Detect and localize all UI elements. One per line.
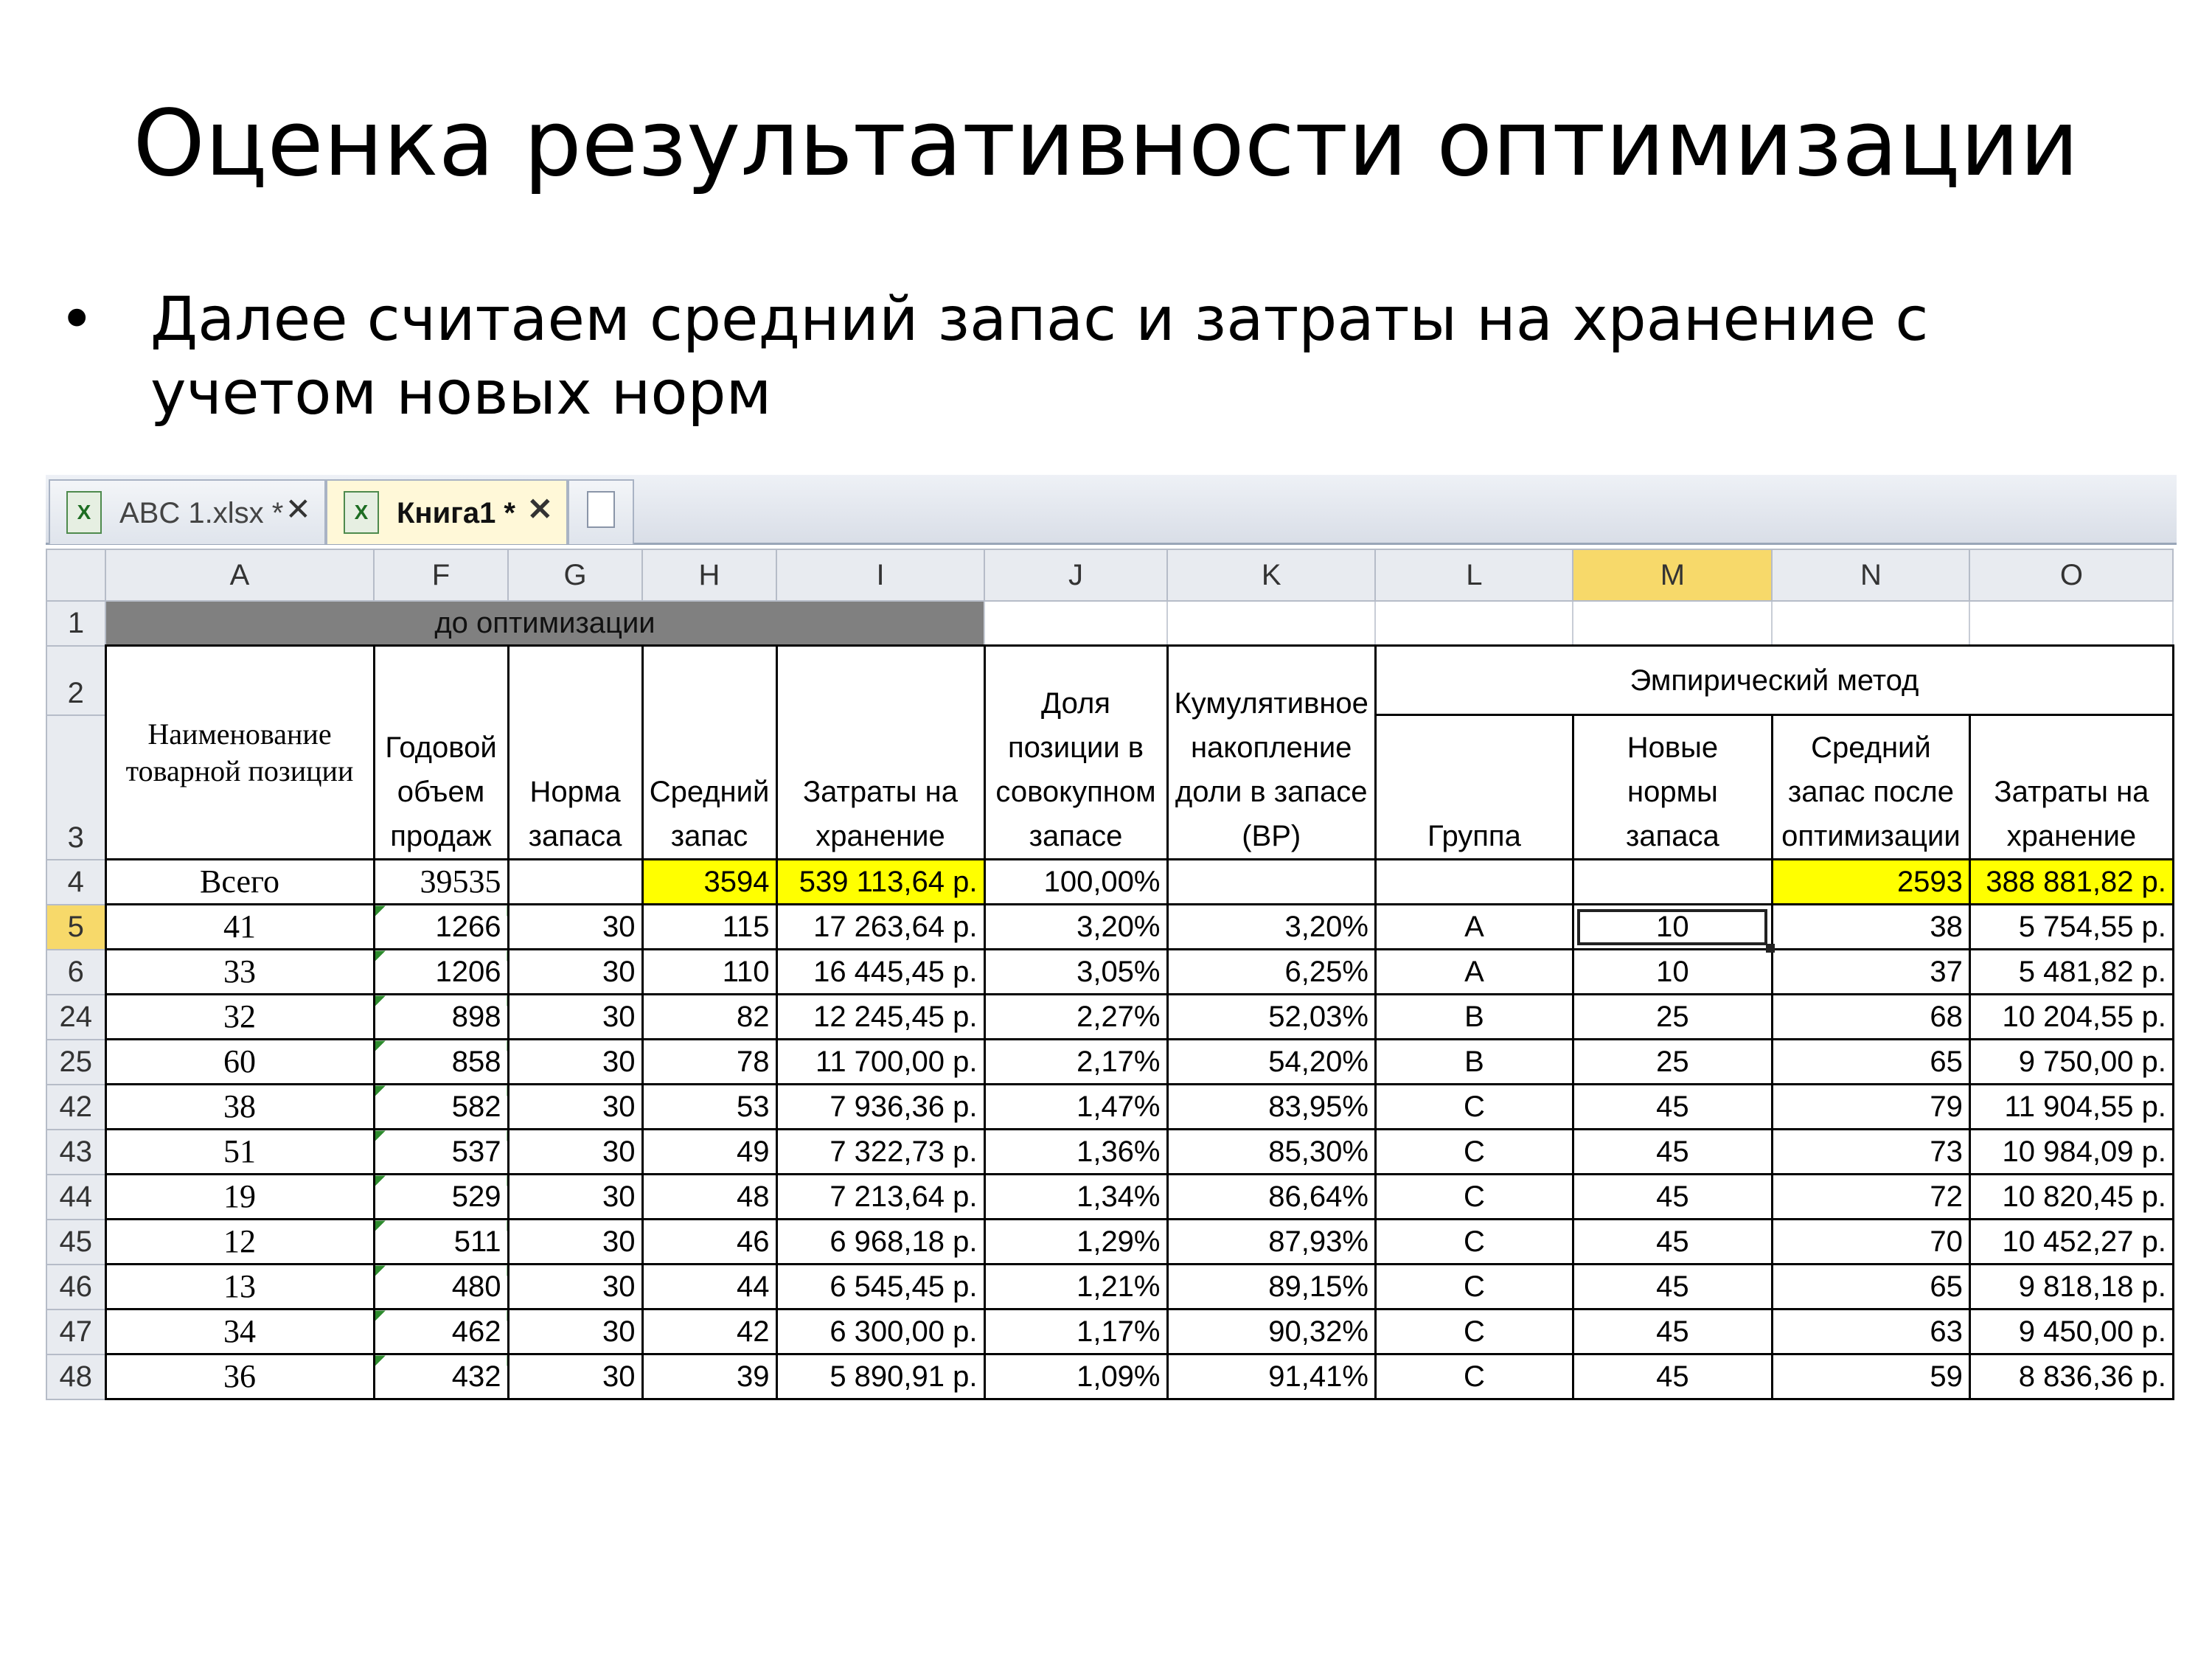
cell-h[interactable]: 46: [642, 1220, 776, 1265]
cell[interactable]: [1772, 601, 1969, 646]
cell-l[interactable]: C: [1375, 1175, 1573, 1220]
cell-n[interactable]: 70: [1772, 1220, 1969, 1265]
row-header[interactable]: 48: [46, 1354, 105, 1399]
row-header[interactable]: 46: [46, 1265, 105, 1310]
table-row: [46, 1354, 2173, 1399]
cell-a[interactable]: 33: [105, 950, 374, 995]
cell-f[interactable]: 462: [374, 1310, 508, 1354]
close-icon[interactable]: ✕: [285, 492, 311, 526]
cell-g[interactable]: 30: [508, 1085, 642, 1130]
cell-a[interactable]: 36: [105, 1354, 374, 1399]
cell[interactable]: [984, 601, 1167, 646]
column-header-L[interactable]: L: [1375, 549, 1573, 601]
cell-o[interactable]: 9 818,18 р.: [1969, 1265, 2173, 1310]
workbook-tab-bar: [46, 475, 2177, 545]
cell-k[interactable]: 3,20%: [1167, 905, 1375, 950]
cell[interactable]: [1167, 601, 1375, 646]
tab-label: ABC 1.xlsx *: [119, 497, 284, 529]
table-row: [46, 1175, 2173, 1220]
cell-l[interactable]: C: [1375, 1085, 1573, 1130]
cell-i[interactable]: 6 968,18 р.: [776, 1220, 984, 1265]
cell-h[interactable]: 39: [642, 1354, 776, 1399]
row-header[interactable]: 1: [46, 601, 105, 646]
spreadsheet-grid: [46, 549, 2174, 1400]
cell-i[interactable]: 16 445,45 р.: [776, 950, 984, 995]
row-header[interactable]: 42: [46, 1085, 105, 1130]
cell-j[interactable]: 1,34%: [984, 1175, 1167, 1220]
cell-m[interactable]: 10: [1573, 905, 1772, 950]
total-label[interactable]: Всего: [105, 860, 374, 905]
column-header-M[interactable]: M: [1573, 549, 1772, 601]
excel-screenshot: [46, 475, 2177, 1400]
cell-f[interactable]: 1266: [374, 905, 508, 950]
cell-f[interactable]: 898: [374, 995, 508, 1040]
cell-k[interactable]: 87,93%: [1167, 1220, 1375, 1265]
table-row: [46, 1310, 2173, 1354]
row-header[interactable]: 2: [46, 646, 105, 715]
table-row: [46, 950, 2173, 995]
cell-g[interactable]: 30: [508, 1265, 642, 1310]
cell-f[interactable]: 529: [374, 1175, 508, 1220]
cell-j[interactable]: 1,29%: [984, 1220, 1167, 1265]
total-new-norms[interactable]: [1573, 860, 1772, 905]
cell-o[interactable]: 10 452,27 р.: [1969, 1220, 2173, 1265]
total-avg-stock-after[interactable]: 2593: [1772, 860, 1969, 905]
table-row: [46, 1130, 2173, 1175]
cell-a[interactable]: 12: [105, 1220, 374, 1265]
column-header-row: [46, 549, 2173, 601]
cell-l[interactable]: B: [1375, 995, 1573, 1040]
cell-n[interactable]: 72: [1772, 1175, 1969, 1220]
cell-k[interactable]: 90,32%: [1167, 1310, 1375, 1354]
cell-k[interactable]: 85,30%: [1167, 1130, 1375, 1175]
cell-g[interactable]: 30: [508, 995, 642, 1040]
cell-l[interactable]: C: [1375, 1130, 1573, 1175]
total-storage-costs-after[interactable]: 388 881,82 р.: [1969, 860, 2173, 905]
total-cumulative[interactable]: [1167, 860, 1375, 905]
sheet-row-1: [46, 601, 2173, 646]
cell-f[interactable]: 480: [374, 1265, 508, 1310]
header-storage-costs-after[interactable]: Затраты на хранение: [1969, 715, 2173, 860]
cell-j[interactable]: 1,47%: [984, 1085, 1167, 1130]
column-header-I[interactable]: I: [776, 549, 984, 601]
header-stock-norm[interactable]: Норма запаса: [508, 646, 642, 860]
cell-m[interactable]: 45: [1573, 1220, 1772, 1265]
cell-m[interactable]: 10: [1573, 950, 1772, 995]
cell-k[interactable]: 52,03%: [1167, 995, 1375, 1040]
cell-i[interactable]: 7 213,64 р.: [776, 1175, 984, 1220]
cell-i[interactable]: 17 263,64 р.: [776, 905, 984, 950]
total-annual-sales[interactable]: 39535: [374, 860, 508, 905]
total-average-stock[interactable]: 3594: [642, 860, 776, 905]
cell-i[interactable]: 7 936,36 р.: [776, 1085, 984, 1130]
fill-handle[interactable]: [1766, 944, 1775, 953]
sheet-row-2: [46, 646, 2173, 715]
cell-h[interactable]: 115: [642, 905, 776, 950]
header-position-share[interactable]: Доля позиции в совокупном запасе: [984, 646, 1167, 860]
cell-o[interactable]: 5 481,82 р.: [1969, 950, 2173, 995]
cell-a[interactable]: 32: [105, 995, 374, 1040]
cell-h[interactable]: 49: [642, 1130, 776, 1175]
cell-g[interactable]: 30: [508, 1175, 642, 1220]
excel-file-icon: X: [66, 491, 102, 534]
total-share[interactable]: 100,00%: [984, 860, 1167, 905]
cell-i[interactable]: 6 545,45 р.: [776, 1265, 984, 1310]
header-group[interactable]: Группа: [1375, 715, 1573, 860]
cell-o[interactable]: 5 754,55 р.: [1969, 905, 2173, 950]
cell[interactable]: [1573, 601, 1772, 646]
row-header[interactable]: 44: [46, 1175, 105, 1220]
total-storage-costs[interactable]: 539 113,64 р.: [776, 860, 984, 905]
cell-k[interactable]: 86,64%: [1167, 1175, 1375, 1220]
column-header-O[interactable]: O: [1969, 549, 2173, 601]
cell-l[interactable]: C: [1375, 1310, 1573, 1354]
cell-o[interactable]: 9 750,00 р.: [1969, 1040, 2173, 1085]
cell-h[interactable]: 42: [642, 1310, 776, 1354]
cell-n[interactable]: 38: [1772, 905, 1969, 950]
row-header[interactable]: 6: [46, 950, 105, 995]
column-header-N[interactable]: N: [1772, 549, 1969, 601]
cell-a[interactable]: 51: [105, 1130, 374, 1175]
cell-a[interactable]: 13: [105, 1265, 374, 1310]
cell-f[interactable]: 1206: [374, 950, 508, 995]
cell-m[interactable]: 45: [1573, 1085, 1772, 1130]
cell-n[interactable]: 73: [1772, 1130, 1969, 1175]
row-header[interactable]: 25: [46, 1040, 105, 1085]
tab-abc-workbook[interactable]: [49, 479, 326, 544]
cell-g[interactable]: 30: [508, 1040, 642, 1085]
cell-k[interactable]: 83,95%: [1167, 1085, 1375, 1130]
cell-k[interactable]: 89,15%: [1167, 1265, 1375, 1310]
cell-k[interactable]: 6,25%: [1167, 950, 1375, 995]
column-header-F[interactable]: F: [374, 549, 508, 601]
cell-n[interactable]: 59: [1772, 1354, 1969, 1399]
cell-i[interactable]: 5 890,91 р.: [776, 1354, 984, 1399]
bullet-text: Далее считаем средний запас и затраты на хранение с учетом новых норм: [150, 285, 1929, 428]
cell-g[interactable]: 30: [508, 1130, 642, 1175]
cell-g[interactable]: 30: [508, 1310, 642, 1354]
cell-o[interactable]: 10 820,45 р.: [1969, 1175, 2173, 1220]
header-storage-costs[interactable]: Затраты на хранение: [776, 646, 984, 860]
cell-m[interactable]: 45: [1573, 1130, 1772, 1175]
cell-h[interactable]: 78: [642, 1040, 776, 1085]
row-header[interactable]: 24: [46, 995, 105, 1040]
cell-m[interactable]: 45: [1573, 1354, 1772, 1399]
cell-o[interactable]: 9 450,00 р.: [1969, 1310, 2173, 1354]
cell-n[interactable]: 68: [1772, 995, 1969, 1040]
cell-a[interactable]: 38: [105, 1085, 374, 1130]
cell-j[interactable]: 2,17%: [984, 1040, 1167, 1085]
cell-j[interactable]: 1,21%: [984, 1265, 1167, 1310]
table-row: [46, 1220, 2173, 1265]
row-header[interactable]: 3: [46, 715, 105, 860]
bullet-dot: •: [59, 285, 95, 355]
cell-n[interactable]: 79: [1772, 1085, 1969, 1130]
cell-i[interactable]: 7 322,73 р.: [776, 1130, 984, 1175]
tab-label: Книга1 *: [397, 497, 515, 529]
cell-f[interactable]: 537: [374, 1130, 508, 1175]
row-header[interactable]: 43: [46, 1130, 105, 1175]
close-icon[interactable]: ✕: [526, 492, 553, 526]
excel-file-icon: X: [344, 491, 379, 534]
cell-g[interactable]: 30: [508, 1354, 642, 1399]
cell-j[interactable]: 1,09%: [984, 1354, 1167, 1399]
cell-a[interactable]: 34: [105, 1310, 374, 1354]
cell-j[interactable]: 3,05%: [984, 950, 1167, 995]
cell-l[interactable]: A: [1375, 905, 1573, 950]
cell-k[interactable]: 91,41%: [1167, 1354, 1375, 1399]
cell-m[interactable]: 45: [1573, 1265, 1772, 1310]
cell-l[interactable]: C: [1375, 1354, 1573, 1399]
table-row: [46, 1040, 2173, 1085]
header-item-name[interactable]: Наименование товарной позиции: [105, 646, 374, 860]
cell-f[interactable]: 511: [374, 1220, 508, 1265]
slide-title: Оценка результативности оптимизации: [133, 91, 2079, 197]
header-annual-sales[interactable]: Годовой объем продаж: [374, 646, 508, 860]
row-header[interactable]: 4: [46, 860, 105, 905]
cell[interactable]: [1375, 601, 1573, 646]
cell-a[interactable]: 19: [105, 1175, 374, 1220]
cell-o[interactable]: 8 836,36 р.: [1969, 1354, 2173, 1399]
total-group[interactable]: [1375, 860, 1573, 905]
header-new-norms[interactable]: Новые нормы запаса: [1573, 715, 1772, 860]
cell-f[interactable]: 432: [374, 1354, 508, 1399]
cell[interactable]: [1969, 601, 2173, 646]
table-row: [46, 905, 2173, 950]
cell-n[interactable]: 63: [1772, 1310, 1969, 1354]
table-row: [46, 995, 2173, 1040]
cell-j[interactable]: 1,36%: [984, 1130, 1167, 1175]
blank-document-icon: [587, 491, 615, 528]
cell-h[interactable]: 82: [642, 995, 776, 1040]
cell-h[interactable]: 48: [642, 1175, 776, 1220]
cell-l[interactable]: C: [1375, 1265, 1573, 1310]
row-header[interactable]: 47: [46, 1310, 105, 1354]
cell-f[interactable]: 582: [374, 1085, 508, 1130]
row-header[interactable]: 45: [46, 1220, 105, 1265]
cell-g[interactable]: 30: [508, 1220, 642, 1265]
cell-a[interactable]: 41: [105, 905, 374, 950]
cell-l[interactable]: C: [1375, 1220, 1573, 1265]
table-row: [46, 1265, 2173, 1310]
cell-m[interactable]: 45: [1573, 1310, 1772, 1354]
header-avg-stock-after[interactable]: Средний запас после оптимизации: [1772, 715, 1969, 860]
cell-m[interactable]: 25: [1573, 1040, 1772, 1085]
select-all-corner[interactable]: [46, 549, 105, 601]
cell-n[interactable]: 37: [1772, 950, 1969, 995]
header-empirical-method[interactable]: Эмпирический метод: [1375, 646, 2173, 715]
column-header-K[interactable]: K: [1167, 549, 1375, 601]
cell-i[interactable]: 12 245,45 р.: [776, 995, 984, 1040]
group-header-before-optimization[interactable]: до оптимизации: [105, 601, 984, 646]
header-average-stock[interactable]: Средний запас: [642, 646, 776, 860]
cell-j[interactable]: 3,20%: [984, 905, 1167, 950]
cell-h[interactable]: 44: [642, 1265, 776, 1310]
column-header-A[interactable]: A: [105, 549, 374, 601]
cell-o[interactable]: 10 204,55 р.: [1969, 995, 2173, 1040]
cell-h[interactable]: 53: [642, 1085, 776, 1130]
tab-kniga1[interactable]: [326, 479, 568, 544]
table-row: [46, 1085, 2173, 1130]
cell-f[interactable]: 858: [374, 1040, 508, 1085]
column-header-J[interactable]: J: [984, 549, 1167, 601]
cell-n[interactable]: 65: [1772, 1265, 1969, 1310]
cell-k[interactable]: 54,20%: [1167, 1040, 1375, 1085]
new-document-tab[interactable]: [568, 479, 634, 544]
cell-h[interactable]: 110: [642, 950, 776, 995]
cell-m[interactable]: 25: [1573, 995, 1772, 1040]
cell-o[interactable]: 10 984,09 р.: [1969, 1130, 2173, 1175]
cell-i[interactable]: 6 300,00 р.: [776, 1310, 984, 1354]
cell-g[interactable]: 30: [508, 950, 642, 995]
cell-m[interactable]: 45: [1573, 1175, 1772, 1220]
column-header-G[interactable]: G: [508, 549, 642, 601]
cell-o[interactable]: 11 904,55 р.: [1969, 1085, 2173, 1130]
cell-i[interactable]: 11 700,00 р.: [776, 1040, 984, 1085]
cell-n[interactable]: 65: [1772, 1040, 1969, 1085]
cell-l[interactable]: A: [1375, 950, 1573, 995]
row-header[interactable]: 5: [46, 905, 105, 950]
total-stock-norm[interactable]: [508, 860, 642, 905]
header-cumulative-share[interactable]: Кумулятивное накопление доли в запасе (ВР): [1167, 646, 1375, 860]
total-row: [46, 860, 2173, 905]
cell-g[interactable]: 30: [508, 905, 642, 950]
column-header-H[interactable]: H: [642, 549, 776, 601]
cell-a[interactable]: 60: [105, 1040, 374, 1085]
cell-j[interactable]: 2,27%: [984, 995, 1167, 1040]
cell-j[interactable]: 1,17%: [984, 1310, 1167, 1354]
cell-l[interactable]: B: [1375, 1040, 1573, 1085]
